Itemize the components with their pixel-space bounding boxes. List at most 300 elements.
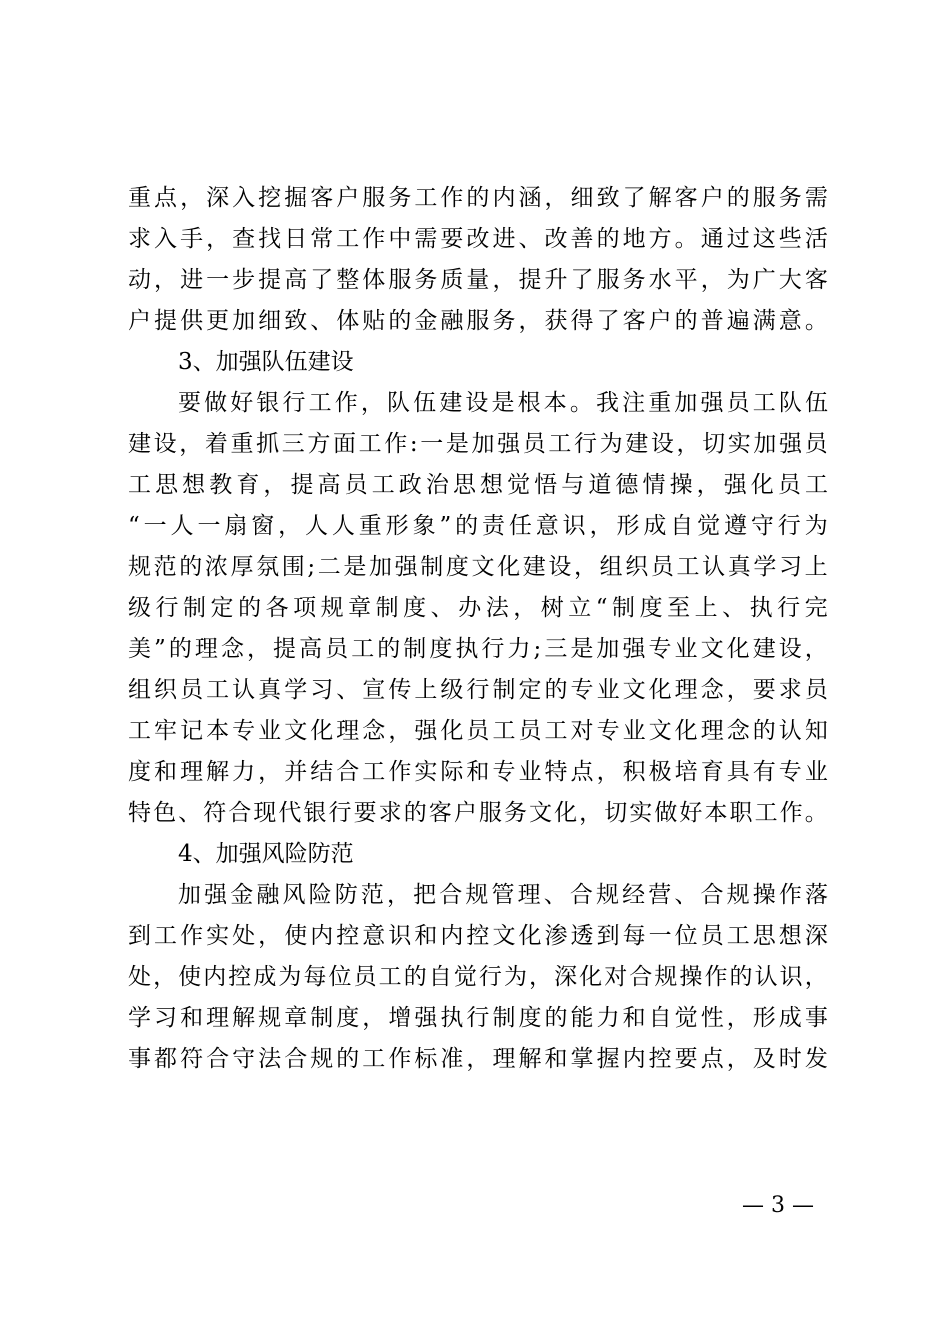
text-glyph: 合 xyxy=(629,964,653,990)
text-glyph: 工 xyxy=(154,923,178,949)
text-glyph: 。 xyxy=(674,226,698,252)
text-glyph: 执 xyxy=(440,1005,464,1031)
text-glyph: 化 xyxy=(648,677,672,703)
text-glyph: 强 xyxy=(394,554,418,580)
text-glyph: 厚 xyxy=(230,554,254,580)
text-glyph: 强 xyxy=(622,636,646,662)
text-glyph: 握 xyxy=(596,1046,620,1072)
text-glyph: 加 xyxy=(753,431,777,457)
text-glyph: 户 xyxy=(128,308,151,334)
text-glyph: 规 xyxy=(310,1046,334,1072)
text-glyph: 三 xyxy=(544,636,568,662)
text-glyph: 工 xyxy=(351,636,375,662)
text-glyph: 本 xyxy=(206,718,230,744)
text-glyph: 加 xyxy=(471,431,495,457)
text-glyph: 制 xyxy=(612,595,636,621)
text-glyph: 设 xyxy=(153,431,177,457)
text-glyph: 些 xyxy=(778,226,802,252)
text-glyph: 人 xyxy=(305,513,328,539)
text-glyph: 化 xyxy=(750,472,774,498)
text-line xyxy=(128,752,828,793)
text-glyph: 每 xyxy=(622,923,646,949)
text-glyph: 专 xyxy=(570,677,594,703)
text-glyph: 的 xyxy=(377,636,401,662)
text-glyph: 觉 xyxy=(697,513,721,539)
text-glyph: 为 xyxy=(503,964,527,990)
text-glyph: 项 xyxy=(293,595,317,621)
text-glyph: 服 xyxy=(478,800,502,826)
text-glyph: 性 xyxy=(700,1005,724,1031)
text-glyph: ， xyxy=(726,677,750,703)
text-glyph: 业 xyxy=(518,759,542,785)
text-glyph: 控 xyxy=(336,923,360,949)
text-glyph: 重 xyxy=(128,185,151,211)
text-glyph: 体 xyxy=(336,308,360,334)
text-glyph: 客 xyxy=(622,308,646,334)
text-glyph: 治 xyxy=(425,472,449,498)
text-glyph: 建 xyxy=(522,554,546,580)
text-glyph: 更 xyxy=(206,308,230,334)
text-glyph: 意 xyxy=(778,308,802,334)
text-glyph: 位 xyxy=(674,923,698,949)
text-glyph: 实 xyxy=(414,759,438,785)
text-glyph: 的 xyxy=(752,718,776,744)
text-glyph: 手 xyxy=(180,226,204,252)
text-glyph: 点 xyxy=(570,759,594,785)
text-glyph: 与 xyxy=(561,472,585,498)
text-glyph: 营 xyxy=(648,882,672,908)
text-glyph: 伍 xyxy=(805,390,828,416)
text-glyph: 时 xyxy=(778,1046,802,1072)
text-glyph: 和 xyxy=(180,1005,204,1031)
text-glyph: 掘 xyxy=(284,185,308,211)
text-glyph: 抓 xyxy=(256,431,280,457)
text-glyph: 规 xyxy=(128,554,151,580)
text-glyph: 习 xyxy=(310,677,334,703)
text-glyph: 真 xyxy=(727,554,751,580)
text-glyph: 行 xyxy=(466,1005,490,1031)
text-glyph: 化 xyxy=(518,923,542,949)
text-glyph: 设 xyxy=(650,431,674,457)
text-glyph: 加 xyxy=(674,390,698,416)
text-glyph: 员 xyxy=(344,472,368,498)
text-glyph: 加 xyxy=(178,882,201,908)
text-glyph: 织 xyxy=(625,554,649,580)
text-glyph: 解 xyxy=(648,185,672,211)
text-glyph: 理 xyxy=(194,636,218,662)
text-glyph: 工 xyxy=(804,472,828,498)
text-glyph: 致 xyxy=(596,185,620,211)
text-glyph: 水 xyxy=(648,267,672,293)
text-glyph: 执 xyxy=(455,636,479,662)
text-glyph: 行 xyxy=(282,390,306,416)
text-glyph: 业 xyxy=(622,718,646,744)
text-glyph: 工 xyxy=(358,431,382,457)
text-glyph: 工 xyxy=(308,390,332,416)
text-glyph: ， xyxy=(247,636,270,662)
text-glyph: 。 xyxy=(804,308,828,334)
text-glyph: 度 xyxy=(429,636,453,662)
text-glyph: 作 xyxy=(388,1046,412,1072)
text-glyph: 识 xyxy=(562,513,586,539)
text-glyph: 工 xyxy=(371,472,395,498)
text-glyph: 平 xyxy=(674,267,698,293)
text-glyph: 日 xyxy=(284,226,308,252)
text-glyph: 至 xyxy=(667,595,691,621)
text-glyph: 进 xyxy=(180,267,204,293)
text-glyph: 制 xyxy=(375,595,399,621)
text-glyph: 成 xyxy=(778,1005,802,1031)
text-glyph: 自 xyxy=(428,964,452,990)
text-glyph: 规 xyxy=(465,882,489,908)
text-glyph: 建 xyxy=(752,636,776,662)
text-glyph: 牢 xyxy=(154,718,178,744)
text-glyph: 强 xyxy=(414,1005,438,1031)
text-glyph: 建 xyxy=(128,431,151,457)
text-glyph: ， xyxy=(206,226,230,252)
text-glyph: 员 xyxy=(522,431,546,457)
text-glyph: 符 xyxy=(180,1046,204,1072)
text-glyph: 工 xyxy=(726,923,750,949)
text-glyph: 氛 xyxy=(256,554,280,580)
text-glyph: 规 xyxy=(258,1005,282,1031)
text-glyph: 的 xyxy=(403,964,427,990)
text-glyph: 融 xyxy=(440,308,464,334)
text-glyph: 为 xyxy=(599,431,623,457)
text-glyph: 的 xyxy=(403,800,427,826)
text-glyph: 渗 xyxy=(544,923,568,949)
text-glyph: ， xyxy=(804,964,828,990)
text-glyph: 制 xyxy=(310,1005,334,1031)
text-glyph: 、 xyxy=(722,595,746,621)
text-glyph: 想 xyxy=(182,472,206,498)
text-glyph: 色 xyxy=(153,800,177,826)
text-glyph: 防 xyxy=(334,882,358,908)
text-glyph: 、 xyxy=(518,226,542,252)
text-glyph: 是 xyxy=(445,431,469,457)
text-glyph: 具 xyxy=(726,759,750,785)
text-glyph: 行 xyxy=(155,595,179,621)
text-glyph: 围 xyxy=(281,554,305,580)
text-glyph: 化 xyxy=(579,964,603,990)
text-glyph: 员 xyxy=(804,677,828,703)
text-glyph: 及 xyxy=(752,1046,776,1072)
text-line xyxy=(128,506,828,547)
text-glyph: ， xyxy=(258,759,282,785)
text-glyph: 是 xyxy=(491,390,515,416)
text-glyph: 需 xyxy=(804,185,828,211)
text-glyph: 银 xyxy=(256,390,280,416)
text-glyph: ， xyxy=(544,185,568,211)
text-glyph: 户 xyxy=(700,185,724,211)
text-glyph: 广 xyxy=(752,267,776,293)
page-number: — 3 — xyxy=(742,1193,814,1218)
text-glyph: 、 xyxy=(336,677,360,703)
text-glyph: 一 xyxy=(420,431,444,457)
text-glyph: 习 xyxy=(154,1005,178,1031)
text-glyph: 强 xyxy=(700,390,724,416)
text-glyph: 行 xyxy=(478,964,502,990)
text-glyph: 文 xyxy=(284,718,308,744)
text-glyph: ， xyxy=(362,1005,386,1031)
text-glyph: 定 xyxy=(210,595,234,621)
text-glyph: 自 xyxy=(648,1005,672,1031)
text-glyph: 步 xyxy=(232,267,256,293)
text-glyph: 的 xyxy=(726,185,750,211)
text-glyph: 作 xyxy=(180,923,204,949)
text-glyph: 的 xyxy=(596,226,620,252)
text-glyph: 遵 xyxy=(724,513,748,539)
text-glyph: 加 xyxy=(369,554,392,580)
text-glyph: 提 xyxy=(273,636,297,662)
text-glyph: 管 xyxy=(491,882,515,908)
text-glyph: 觉 xyxy=(453,964,477,990)
text-glyph: 客 xyxy=(428,800,452,826)
text-line xyxy=(128,670,828,711)
text-glyph: 中 xyxy=(388,226,412,252)
text-glyph: 行 xyxy=(481,636,505,662)
text-glyph: 有 xyxy=(752,759,776,785)
text-glyph: 处 xyxy=(232,923,256,949)
text-glyph: 、 xyxy=(543,882,567,908)
text-glyph: 常 xyxy=(310,226,334,252)
text-glyph: 提 xyxy=(154,308,178,334)
text-glyph: 行 xyxy=(777,513,801,539)
text-glyph: 我 xyxy=(596,390,619,416)
text-glyph: 文 xyxy=(700,636,724,662)
text-glyph: 传 xyxy=(388,677,412,703)
text-glyph: 做 xyxy=(204,390,228,416)
text-glyph: 动 xyxy=(128,267,151,293)
text-glyph: 深 xyxy=(206,185,230,211)
text-glyph: 合 xyxy=(206,1046,230,1072)
text-line xyxy=(128,629,828,670)
text-glyph: 务 xyxy=(388,185,412,211)
text-glyph: 力 xyxy=(232,759,256,785)
text-glyph: 满 xyxy=(752,308,776,334)
text-glyph: 守 xyxy=(232,1046,256,1072)
text-glyph: 念 xyxy=(700,677,724,703)
text-glyph: 真 xyxy=(258,677,282,703)
text-glyph: 。 xyxy=(569,390,593,416)
text-glyph: 挖 xyxy=(258,185,282,211)
text-glyph: 三 xyxy=(281,431,305,457)
text-glyph: 合 xyxy=(284,1046,308,1072)
text-glyph: 教 xyxy=(209,472,233,498)
text-glyph: 学 xyxy=(128,1005,151,1031)
text-glyph: 度 xyxy=(518,1005,542,1031)
text-glyph: ， xyxy=(529,964,552,990)
text-glyph: 实 xyxy=(629,800,653,826)
text-glyph: 工 xyxy=(754,800,778,826)
text-glyph: 发 xyxy=(804,1046,828,1072)
text-glyph: 化 xyxy=(674,718,698,744)
text-line xyxy=(128,1039,828,1080)
text-glyph: 扇 xyxy=(224,513,248,539)
text-glyph: ， xyxy=(258,923,282,949)
text-glyph: 文 xyxy=(622,677,646,703)
text-glyph: 一 xyxy=(648,923,672,949)
text-glyph: ” xyxy=(154,636,166,662)
text-glyph: 和 xyxy=(154,759,178,785)
text-glyph: 点 xyxy=(154,185,178,211)
text-glyph: 本 xyxy=(704,800,728,826)
text-glyph: 对 xyxy=(570,718,594,744)
text-line xyxy=(128,219,828,260)
text-glyph: 作 xyxy=(362,226,386,252)
text-glyph: 、 xyxy=(310,308,334,334)
text-glyph: 人 xyxy=(170,513,194,539)
text-glyph: 合 xyxy=(228,800,252,826)
text-glyph: 工 xyxy=(128,472,151,498)
text-glyph: 工 xyxy=(362,1046,386,1072)
text-glyph: 改 xyxy=(544,226,568,252)
text-glyph: 记 xyxy=(180,718,204,744)
text-glyph: 进 xyxy=(492,226,516,252)
text-glyph: 金 xyxy=(414,308,438,334)
text-glyph: 务 xyxy=(414,267,438,293)
text-glyph: 切 xyxy=(702,431,726,457)
text-glyph: 工 xyxy=(752,390,776,416)
text-glyph: 控 xyxy=(648,1046,672,1072)
text-glyph: 作 xyxy=(440,185,464,211)
text-glyph: 普 xyxy=(700,308,724,334)
text-glyph: 制 xyxy=(492,677,516,703)
text-glyph: 是 xyxy=(343,554,367,580)
text-glyph: 解 xyxy=(206,759,230,785)
text-glyph: 学 xyxy=(284,677,308,703)
text-glyph: 工 xyxy=(362,759,386,785)
text-glyph: 涵 xyxy=(518,185,542,211)
text-glyph: 化 xyxy=(497,554,521,580)
text-glyph: 工 xyxy=(378,964,402,990)
text-glyph: 提 xyxy=(290,472,314,498)
text-glyph: 政 xyxy=(398,472,422,498)
text-glyph: 极 xyxy=(648,759,672,785)
text-glyph: 位 xyxy=(328,964,352,990)
text-glyph: 为 xyxy=(726,267,750,293)
text-glyph: 查 xyxy=(232,226,256,252)
text-glyph: 上 xyxy=(414,677,438,703)
text-glyph: 的 xyxy=(544,1005,568,1031)
text-glyph: “ xyxy=(128,513,140,539)
text-glyph: 化 xyxy=(310,718,334,744)
text-glyph: 织 xyxy=(154,677,178,703)
text-line xyxy=(128,916,828,957)
text-glyph: 特 xyxy=(128,800,151,826)
text-glyph: 操 xyxy=(679,964,703,990)
text-glyph: 队 xyxy=(387,390,410,416)
text-glyph: 险 xyxy=(308,882,332,908)
text-glyph: 准 xyxy=(440,1046,464,1072)
text-glyph: 求 xyxy=(378,800,402,826)
text-glyph: 的 xyxy=(729,964,753,990)
text-glyph: 培 xyxy=(674,759,698,785)
text-glyph: 户 xyxy=(336,185,360,211)
text-glyph: 行 xyxy=(328,800,352,826)
text-glyph: 、 xyxy=(674,882,698,908)
text-glyph: 工 xyxy=(548,431,572,457)
text-glyph: 识 xyxy=(779,964,803,990)
text-line xyxy=(128,547,828,588)
text-glyph: 度 xyxy=(128,759,151,785)
text-glyph: 服 xyxy=(466,308,490,334)
text-glyph: 执 xyxy=(749,595,773,621)
text-glyph: ， xyxy=(360,390,384,416)
text-glyph: 的 xyxy=(455,513,479,539)
text-glyph: 户 xyxy=(648,308,672,334)
text-glyph: 了 xyxy=(570,267,594,293)
text-glyph: 需 xyxy=(414,226,438,252)
text-glyph: 重 xyxy=(358,513,382,539)
text-glyph: 形 xyxy=(752,1005,776,1031)
text-glyph: 务 xyxy=(492,308,516,334)
text-glyph: 工 xyxy=(676,554,700,580)
text-glyph: 善 xyxy=(570,226,594,252)
text-glyph: 行 xyxy=(777,595,801,621)
body-text xyxy=(128,178,828,1080)
text-glyph: ， xyxy=(700,267,724,293)
text-glyph: 的 xyxy=(179,554,203,580)
text-glyph: 控 xyxy=(228,964,252,990)
text-glyph: 内 xyxy=(440,923,464,949)
text-glyph: 致 xyxy=(284,308,308,334)
text-glyph: 理 xyxy=(674,677,698,703)
text-glyph: 员 xyxy=(777,472,801,498)
text-glyph: 积 xyxy=(622,759,646,785)
text-glyph: 员 xyxy=(353,964,377,990)
text-glyph: 的 xyxy=(168,636,192,662)
text-glyph: 服 xyxy=(596,267,620,293)
text-glyph: 融 xyxy=(256,882,280,908)
text-glyph: ， xyxy=(726,1046,750,1072)
text-glyph: 和 xyxy=(622,1005,646,1031)
text-glyph: 服 xyxy=(388,267,412,293)
text-glyph: 细 xyxy=(258,308,282,334)
text-glyph: 二 xyxy=(317,554,341,580)
text-line xyxy=(128,588,828,629)
text-glyph: ， xyxy=(596,759,620,785)
text-glyph: 过 xyxy=(726,226,750,252)
text-glyph: 员 xyxy=(804,431,828,457)
text-glyph: ， xyxy=(804,636,828,662)
text-line xyxy=(128,383,828,424)
text-glyph: 增 xyxy=(388,1005,412,1031)
text-glyph: 一 xyxy=(197,513,221,539)
text-glyph: ， xyxy=(676,431,700,457)
text-glyph: 意 xyxy=(362,923,386,949)
text-glyph: 完 xyxy=(804,595,828,621)
text-glyph: 方 xyxy=(307,431,331,457)
text-glyph: 成 xyxy=(253,964,277,990)
text-glyph: 根 xyxy=(517,390,541,416)
text-glyph: 设 xyxy=(548,554,572,580)
text-glyph: 章 xyxy=(284,1005,308,1031)
text-glyph: 员 xyxy=(466,718,490,744)
text-glyph: 化 xyxy=(726,636,750,662)
text-glyph: 整 xyxy=(336,267,360,293)
text-glyph: 认 xyxy=(232,677,256,703)
text-glyph: 任 xyxy=(508,513,532,539)
text-glyph: 强 xyxy=(204,882,228,908)
text-glyph: 都 xyxy=(154,1046,178,1072)
text-glyph: 、 xyxy=(430,595,454,621)
text-glyph: 经 xyxy=(622,882,646,908)
text-glyph: 金 xyxy=(230,882,254,908)
text-glyph: ， xyxy=(518,308,542,334)
text-glyph: 的 xyxy=(238,595,262,621)
text-glyph: 美 xyxy=(128,636,151,662)
